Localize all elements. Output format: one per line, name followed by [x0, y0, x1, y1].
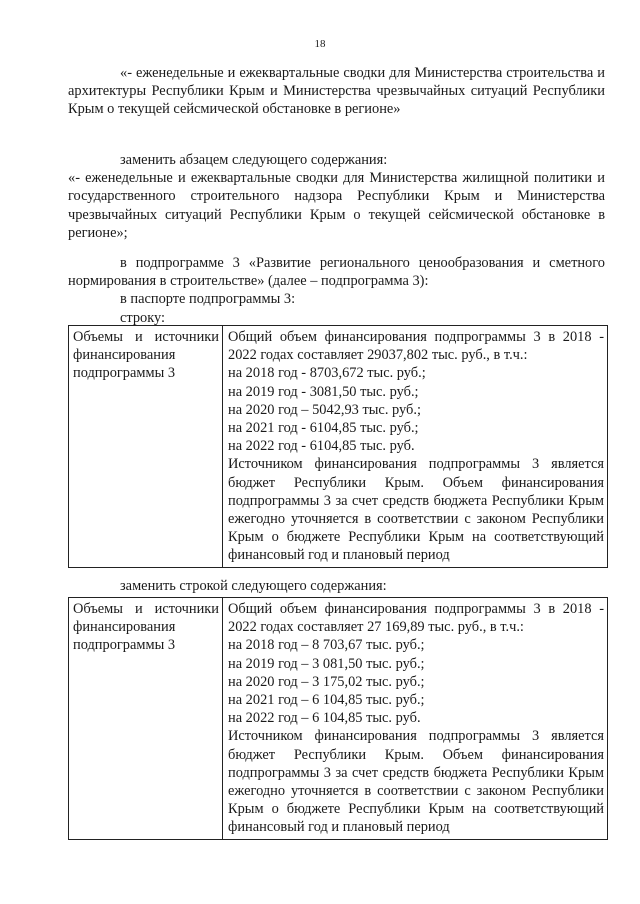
table-new-total: Общий объем финансирования подпрограммы 3 в 2018 - 2022 годах составляет 27 169,89 тыс. руб., в т.ч.: [228, 601, 604, 636]
table-row [69, 598, 608, 840]
quote-new-text: «- еженедельные и ежеквартальные сводки для Министерства жилищной политики и государственного строительного надзора Республики Крым и Министерства чрезвычайных ситуаций Республики Крым о текущей сейсмической обстановке в регионе»; [68, 170, 605, 241]
table-old-label: Объемы и источники финансирования подпрограммы 3 [69, 326, 223, 568]
table-new-year-2018: на 2018 год – 8 703,67 тыс. руб.; [228, 637, 425, 654]
subprogram-section [68, 254, 605, 327]
replacement-section [68, 151, 605, 242]
table-new-year-2019: на 2019 год – 3 081,50 тыс. руб.; [228, 655, 425, 672]
table-new-source: Источником финансирования подпрограммы 3 является бюджет Республики Крым. Объем финансирования подпрограммы 3 за счет средств бюджета Республики Крым ежегодно уточняется в соответствии с законом Республики Крым о бюджете Республики Крым на соответствующий финансовый год и плановый период [228, 728, 604, 836]
table-new-year-2022: на 2022 год – 6 104,85 тыс. руб. [228, 710, 421, 727]
table-new-year-2021: на 2021 год – 6 104,85 тыс. руб.; [228, 692, 425, 709]
page-number: 18 [314, 38, 326, 50]
table-old-year-2018: на 2018 год - 8703,672 тыс. руб.; [228, 365, 426, 382]
replace-row-section [68, 577, 605, 595]
table-old [68, 325, 608, 568]
table-old-content [223, 326, 608, 568]
table-new [68, 597, 608, 840]
table-old-year-2019: на 2019 год - 3081,50 тыс. руб.; [228, 383, 419, 400]
table-old-total: Общий объем финансирования подпрограммы 3 в 2018 - 2022 годах составляет 29037,802 тыс. руб., в т.ч.: [228, 329, 604, 364]
subprogram-intro: в подпрограмме 3 «Развитие регионального ценообразования и сметного нормирования в строительстве» (далее – подпрограмма 3): [68, 255, 605, 290]
old-paragraph-quote [68, 64, 605, 119]
replace-row-intro: заменить строкой следующего содержания: [120, 578, 387, 594]
replace-paragraph-intro: заменить абзацем следующего содержания: [120, 152, 388, 168]
table-old-year-2022: на 2022 год - 6104,85 тыс. руб. [228, 438, 415, 455]
table-old-year-2021: на 2021 год - 6104,85 тыс. руб.; [228, 420, 419, 437]
passport-intro: в паспорте подпрограммы 3: [120, 291, 296, 308]
table-row [69, 326, 608, 568]
table-new-label: Объемы и источники финансирования подпрограммы 3 [69, 598, 223, 840]
quote-old-text: «- еженедельные и ежеквартальные сводки для Министерства строительства и архитектуры Республики Крым и Министерства чрезвычайных ситуаций Республики Крым о текущей сейсмической обстановке в регионе» [68, 65, 605, 118]
table-new-content [223, 598, 608, 840]
table-old-source: Источником финансирования подпрограммы 3 является бюджет Республики Крым. Объем финансирования подпрограммы 3 за счет средств бюджета Республики Крым ежегодно уточняется в соответствии с законом Республики Крым о бюджете Республики Крым на соответствующий финансовый год и плановый период [228, 456, 604, 564]
table-old-year-2020: на 2020 год – 5042,93 тыс. руб.; [228, 401, 421, 418]
row-intro: строку: [120, 309, 166, 326]
table-new-year-2020: на 2020 год – 3 175,02 тыс. руб.; [228, 673, 425, 690]
